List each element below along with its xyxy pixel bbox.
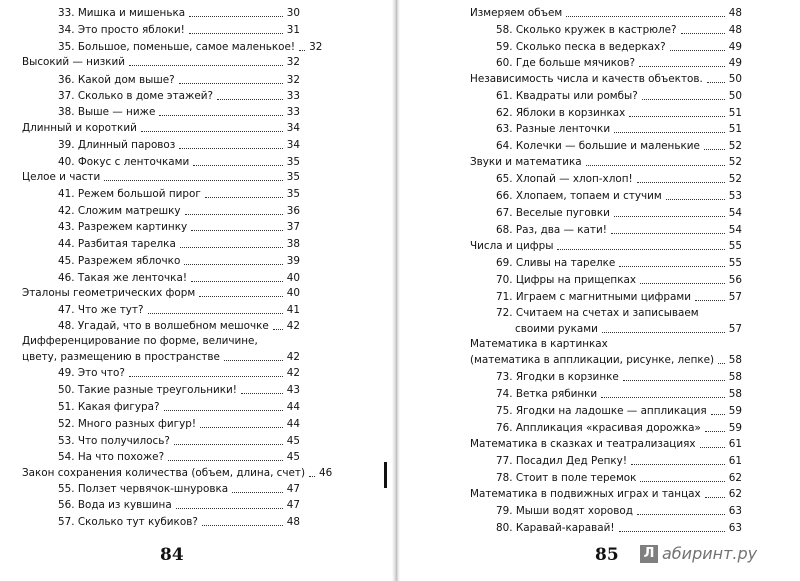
toc-entry-page: 55: [728, 240, 742, 252]
toc-entry-title: Дифференцирование по форме, величине,: [22, 335, 258, 347]
toc-entry-title: 54. На что похоже?: [58, 451, 165, 463]
toc-entry-leader: [199, 296, 283, 297]
toc-entry-title: 52. Много разных фигур!: [58, 418, 197, 430]
toc-entry-title: Математика в сказках и театрализациях: [470, 438, 696, 450]
toc-entry: [58, 384, 300, 397]
gutter-mark: [384, 462, 387, 488]
toc-entry-title: 76. Аппликация «красивая дорожка»: [496, 422, 701, 434]
toc-entry-title: 75. Ягодки на ладошке — аппликация: [496, 405, 707, 417]
toc-entry-title: 67. Веселые пуговки: [496, 207, 610, 219]
toc-entry-title: 34. Это просто яблоки!: [58, 24, 185, 36]
toc-entry-title: Закон сохранения количества (объем, длина, счет): [22, 467, 306, 479]
toc-entry-leader: [666, 199, 725, 200]
toc-entry-page: 56: [728, 274, 742, 286]
toc-entry-page: 44: [286, 418, 300, 430]
toc-entry-leader: [241, 393, 283, 394]
toc-entry-title: 79. Мыши водят хоровод: [496, 505, 633, 517]
toc-entry-page: 44: [286, 401, 300, 413]
toc-entry-page: 58: [728, 388, 742, 400]
toc-entry-page: 34: [286, 139, 300, 151]
toc-entry-page: 63: [728, 505, 742, 517]
toc-entry-page: 30: [286, 7, 300, 19]
toc-entry: [496, 190, 742, 203]
toc-entry: [515, 323, 742, 336]
toc-entry-leader: [184, 264, 282, 265]
toc-entry-title: 45. Разрежем яблочко: [58, 255, 181, 267]
toc-entry-leader: [639, 66, 725, 67]
toc-entry-title: Математика в картинках: [470, 338, 608, 350]
toc-entry: [58, 418, 300, 431]
toc-entry: [496, 57, 742, 70]
toc-entry-page: 32: [286, 56, 300, 68]
toc-entry-leader: [217, 99, 283, 100]
toc-entry-page: 63: [728, 522, 742, 534]
toc-entry: [22, 335, 300, 348]
toc-entry-leader: [205, 197, 283, 198]
toc-entry-title: 66. Хлопаем, топаем и стучим: [496, 190, 662, 202]
toc-entry-leader: [104, 180, 283, 181]
toc-entry-page: 42: [286, 367, 300, 379]
toc-entry-leader: [200, 427, 283, 428]
toc-entry: [58, 238, 300, 251]
toc-entry-page: 33: [286, 90, 300, 102]
toc-entry-page: 50: [728, 73, 742, 85]
toc-entry-page: 35: [286, 188, 300, 200]
toc-entry: [58, 156, 300, 169]
toc-entry: [58, 41, 323, 54]
toc-entry-leader: [273, 329, 283, 330]
toc-entry-leader: [180, 247, 283, 248]
toc-entry-page: 41: [286, 304, 300, 316]
toc-entry-title: 64. Колечки — большие и маленькие: [496, 140, 700, 152]
toc-entry: [470, 488, 742, 501]
toc-entry-page: 61: [728, 438, 742, 450]
toc-entry-leader: [189, 33, 283, 34]
toc-entry-leader: [164, 410, 283, 411]
toc-entry: [496, 107, 742, 120]
toc-entry-title: 44. Разбитая тарелка: [58, 238, 176, 250]
toc-entry-leader: [707, 82, 725, 83]
toc-entry-page: 53: [728, 190, 742, 202]
toc-entry-title: 43. Разрежем картинку: [58, 221, 188, 233]
toc-entry-leader: [718, 363, 725, 364]
toc-entry-leader: [191, 281, 283, 282]
toc-entry-title: 57. Сколько тут кубиков?: [58, 516, 198, 528]
toc-entry-title: своими руками: [515, 323, 598, 335]
toc-entry: [496, 207, 742, 220]
toc-entry-page: 35: [286, 171, 300, 183]
toc-entry-title: 73. Ягодки в корзинке: [496, 371, 619, 383]
toc-entry: [58, 451, 300, 464]
toc-entry-page: 46: [319, 467, 333, 479]
toc-entry-page: 36: [286, 205, 300, 217]
toc-entry-page: 48: [286, 516, 300, 528]
toc-entry-title: 80. Каравай-каравай!: [496, 522, 615, 534]
toc-entry-page: 57: [728, 291, 742, 303]
toc-entry-title: 77. Посадил Дед Репку!: [496, 455, 627, 467]
toc-entry-leader: [681, 33, 725, 34]
toc-entry-title: 72. Считаем на счетах и записываем: [496, 307, 699, 319]
toc-entry: [22, 467, 333, 480]
left-page: [0, 0, 392, 581]
toc-entry: [496, 388, 742, 401]
toc-entry-page: 61: [728, 455, 742, 467]
toc-entry-title: 63. Разные ленточки: [496, 123, 611, 135]
toc-entry-title: 53. Что получилось?: [58, 435, 170, 447]
toc-entry-page: 40: [286, 272, 300, 284]
toc-entry: [58, 74, 300, 87]
toc-entry-leader: [642, 99, 725, 100]
toc-entry-title: Звуки и математика: [470, 156, 582, 168]
toc-entry-page: 45: [286, 451, 300, 463]
toc-entry-page: 54: [728, 224, 742, 236]
toc-entry-page: 32: [286, 74, 300, 86]
toc-entry-leader: [623, 380, 725, 381]
toc-entry-leader: [614, 216, 725, 217]
toc-entry-page: 33: [286, 106, 300, 118]
toc-entry-leader: [179, 148, 282, 149]
toc-entry: [470, 156, 742, 169]
toc-entry: [470, 7, 742, 20]
toc-entry: [496, 455, 742, 468]
toc-entry-page: 49: [728, 57, 742, 69]
right-page: [400, 0, 800, 581]
toc-entry: [22, 122, 300, 135]
toc-entry: [496, 505, 742, 518]
toc-entry: [496, 140, 742, 153]
toc-entry-title: 78. Стоит в поле теремок: [496, 472, 637, 484]
toc-entry-page: 54: [728, 207, 742, 219]
toc-entry: [58, 7, 300, 20]
toc-entry: [58, 499, 300, 512]
toc-entry-title: 41. Режем большой пирог: [58, 188, 201, 200]
toc-entry-leader: [629, 116, 724, 117]
toc-entry-leader: [176, 508, 283, 509]
toc-entry: [22, 351, 300, 364]
toc-entry: [58, 516, 300, 529]
toc-entry: [470, 240, 742, 253]
toc-entry: [496, 90, 742, 103]
toc-entry: [58, 304, 300, 317]
toc-entry-leader: [224, 360, 283, 361]
toc-entry-title: 69. Сливы на тарелке: [496, 257, 616, 269]
toc-entry: [470, 438, 742, 451]
toc-entry-leader: [640, 481, 724, 482]
toc-entry-leader: [614, 132, 725, 133]
toc-entry: [58, 24, 300, 37]
toc-entry-leader: [711, 414, 725, 415]
watermark-logo-mark: Л: [640, 545, 658, 563]
toc-entry-leader: [705, 497, 725, 498]
toc-entry: [58, 255, 300, 268]
toc-entry: [496, 224, 742, 237]
toc-entry-leader: [566, 16, 725, 17]
left-page-number: 84: [160, 545, 184, 565]
toc-entry-page: 47: [286, 499, 300, 511]
toc-entry: [470, 73, 742, 86]
toc-entry: [58, 320, 300, 333]
toc-entry-title: 62. Яблоки в корзинках: [496, 107, 626, 119]
toc-entry-page: 48: [728, 7, 742, 19]
toc-entry: [496, 257, 742, 270]
toc-entry-title: 40. Фокус с ленточками: [58, 156, 190, 168]
toc-entry-leader: [168, 460, 283, 461]
toc-entry: [496, 24, 742, 37]
toc-entry-page: 59: [728, 405, 742, 417]
toc-entry-leader: [631, 464, 725, 465]
toc-entry: [496, 291, 742, 304]
toc-entry-leader: [129, 376, 283, 377]
toc-entry-title: 38. Выше — ниже: [58, 106, 156, 118]
toc-entry-page: 35: [286, 156, 300, 168]
toc-entry-title: Измеряем объем: [470, 7, 563, 19]
toc-entry-leader: [704, 149, 725, 150]
toc-entry-page: 62: [728, 488, 742, 500]
toc-entry-title: Эталоны геометрических форм: [22, 287, 196, 299]
toc-entry-leader: [640, 283, 725, 284]
watermark-text: абиринт.ру: [662, 544, 758, 563]
toc-entry-title: (математика в аппликации, рисунке, лепке): [470, 354, 715, 366]
toc-entry-leader: [202, 525, 283, 526]
toc-entry-title: Целое и части: [22, 171, 101, 183]
toc-entry-leader: [700, 447, 725, 448]
toc-entry: [58, 188, 300, 201]
toc-entry-leader: [174, 444, 283, 445]
toc-entry-title: 39. Длинный паровоз: [58, 139, 176, 151]
toc-entry-page: 45: [286, 435, 300, 447]
toc-entry-title: 55. Ползет червячок-шнуровка: [58, 483, 229, 495]
toc-entry-title: 56. Вода из кувшина: [58, 499, 172, 511]
toc-entry: [58, 272, 300, 285]
toc-entry: [58, 106, 300, 119]
toc-entry-title: 51. Какая фигура?: [58, 401, 160, 413]
toc-entry-title: 46. Такая же ленточка!: [58, 272, 187, 284]
toc-entry-leader: [309, 476, 315, 477]
toc-entry-title: Математика в подвижных играх и танцах: [470, 488, 701, 500]
toc-entry: [496, 173, 742, 186]
book-gutter: [392, 0, 400, 581]
toc-entry-leader: [191, 230, 283, 231]
toc-entry-leader: [179, 83, 283, 84]
toc-entry-title: Высокий — низкий: [22, 56, 126, 68]
toc-entry: [496, 123, 742, 136]
toc-entry-title: цвету, размещению в пространстве: [22, 351, 220, 363]
toc-entry-page: 31: [286, 24, 300, 36]
toc-entry-leader: [619, 266, 724, 267]
toc-entry: [496, 405, 742, 418]
toc-entry-title: 50. Такие разные треугольники!: [58, 384, 237, 396]
toc-entry-title: 58. Сколько кружек в кастрюле?: [496, 24, 677, 36]
toc-entry-leader: [185, 214, 283, 215]
toc-entry-leader: [619, 531, 725, 532]
toc-entry: [496, 307, 742, 320]
toc-entry-page: 42: [286, 320, 300, 332]
toc-entry-page: 34: [286, 122, 300, 134]
toc-entry: [470, 354, 742, 367]
toc-entry-title: Числа и цифры: [470, 240, 554, 252]
toc-entry-title: 48. Угадай, что в волшебном мешочке: [58, 320, 269, 332]
toc-entry-title: 42. Сложим матрешку: [58, 205, 181, 217]
toc-entry-title: 37. Сколько в доме этажей?: [58, 90, 214, 102]
toc-entry-page: 32: [309, 41, 323, 53]
toc-entry-leader: [299, 50, 305, 51]
toc-entry-title: 70. Цифры на прищепках: [496, 274, 637, 286]
toc-entry-leader: [602, 332, 725, 333]
toc-entry-title: 65. Хлопай — хлоп-хлоп!: [496, 173, 633, 185]
toc-entry-title: 74. Ветка рябинки: [496, 388, 598, 400]
toc-entry: [58, 483, 300, 496]
toc-entry-page: 57: [728, 323, 742, 335]
toc-entry: [496, 422, 742, 435]
toc-entry: [58, 139, 300, 152]
toc-entry: [58, 435, 300, 448]
toc-entry-title: 61. Квадраты или ромбы?: [496, 90, 638, 102]
watermark-logo: [640, 544, 757, 563]
toc-entry-page: 42: [286, 351, 300, 363]
toc-entry-leader: [637, 182, 725, 183]
toc-entry-leader: [695, 300, 725, 301]
right-page-number: 85: [595, 545, 619, 565]
toc-entry: [496, 274, 742, 287]
toc-entry: [496, 371, 742, 384]
toc-entry-page: 51: [728, 123, 742, 135]
toc-entry-page: 37: [286, 221, 300, 233]
toc-entry-title: 47. Что же тут?: [58, 304, 144, 316]
toc-entry-page: 43: [286, 384, 300, 396]
toc-entry-leader: [148, 313, 283, 314]
toc-entry-page: 52: [728, 140, 742, 152]
toc-entry: [22, 56, 300, 69]
toc-entry: [58, 401, 300, 414]
toc-entry-leader: [601, 397, 725, 398]
toc-entry-title: 49. Это что?: [58, 367, 125, 379]
toc-entry-leader: [670, 50, 725, 51]
toc-entry-page: 39: [286, 255, 300, 267]
toc-entry-title: 36. Какой дом выше?: [58, 74, 175, 86]
toc-entry-page: 58: [728, 354, 742, 366]
toc-entry: [22, 171, 300, 184]
toc-entry-title: Длинный и короткий: [22, 122, 137, 134]
toc-entry: [470, 338, 742, 351]
toc-entry-page: 50: [728, 90, 742, 102]
toc-entry-title: 35. Большое, поменьше, самое маленькое!: [58, 41, 296, 53]
toc-entry: [58, 90, 300, 103]
toc-entry-leader: [611, 233, 725, 234]
toc-entry-page: 62: [728, 472, 742, 484]
toc-entry-leader: [141, 131, 283, 132]
toc-entry: [58, 367, 300, 380]
toc-entry-leader: [637, 514, 725, 515]
toc-entry-page: 47: [286, 483, 300, 495]
toc-entry: [22, 287, 300, 300]
toc-entry: [496, 472, 742, 485]
toc-entry-leader: [193, 165, 283, 166]
toc-entry-title: 60. Где больше мячиков?: [496, 57, 636, 69]
toc-entry-leader: [705, 431, 725, 432]
toc-entry-leader: [557, 249, 724, 250]
toc-entry: [496, 41, 742, 54]
toc-entry: [58, 205, 300, 218]
toc-entry-leader: [189, 16, 283, 17]
toc-entry-leader: [159, 115, 282, 116]
toc-entry-leader: [586, 165, 725, 166]
toc-entry-page: 59: [728, 422, 742, 434]
toc-entry-leader: [232, 492, 283, 493]
toc-entry-title: 68. Раз, два — кати!: [496, 224, 607, 236]
toc-entry-title: 71. Играем с магнитными цифрами: [496, 291, 691, 303]
toc-entry: [496, 522, 742, 535]
toc-entry-page: 40: [286, 287, 300, 299]
toc-entry-page: 58: [728, 371, 742, 383]
toc-entry-page: 52: [728, 173, 742, 185]
toc-entry-leader: [129, 65, 283, 66]
toc-entry-title: 33. Мишка и мишенька: [58, 7, 186, 19]
toc-entry-page: 38: [286, 238, 300, 250]
toc-entry-page: 48: [728, 24, 742, 36]
toc-entry-page: 51: [728, 107, 742, 119]
toc-entry-page: 49: [728, 41, 742, 53]
toc-entry: [58, 221, 300, 234]
toc-entry-page: 52: [728, 156, 742, 168]
toc-entry-title: Независимость числа и качеств объектов.: [470, 73, 703, 85]
toc-entry-title: 59. Сколько песка в ведерках?: [496, 41, 666, 53]
toc-entry-page: 55: [728, 257, 742, 269]
